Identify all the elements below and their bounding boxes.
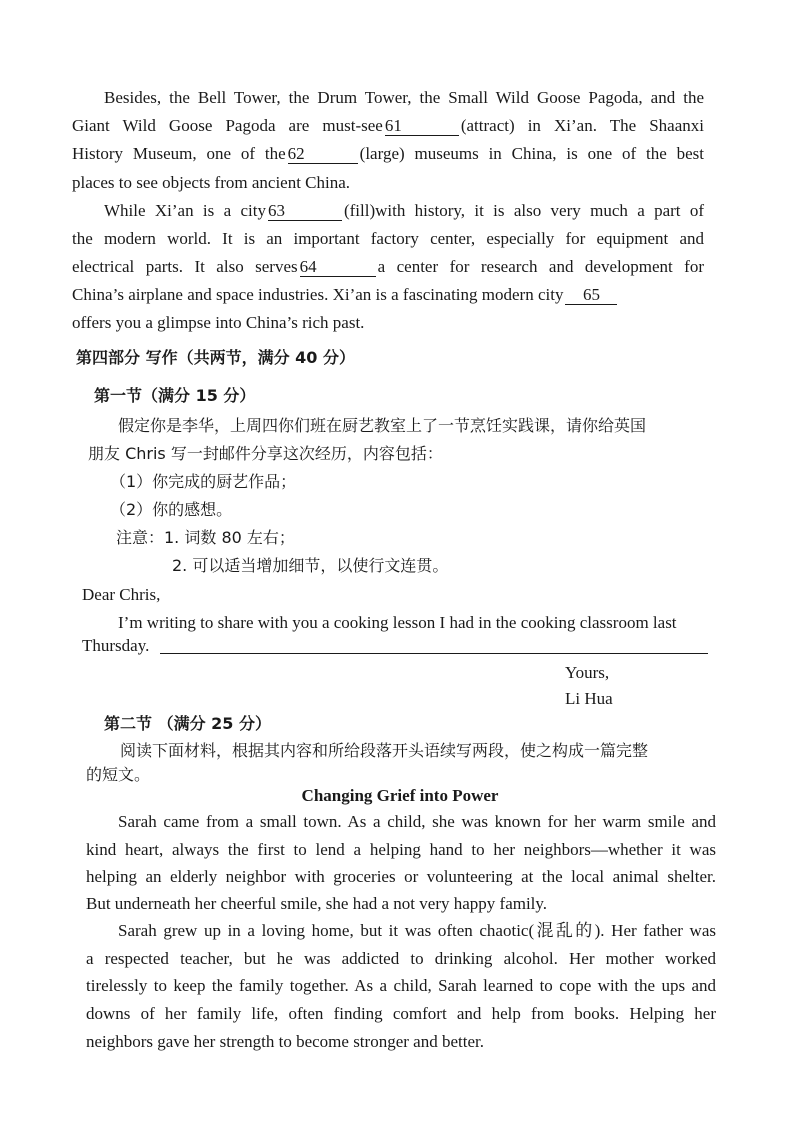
story-p2-line5: neighbors gave her strength to become stronger and better. <box>86 1032 484 1051</box>
letter-closing: Yours, <box>565 663 610 682</box>
letter-signature: Li Hua <box>565 689 613 708</box>
cloze-text: (attract) in Xi’an. The Shaanxi <box>460 116 704 135</box>
story-p2-line2: a respected teacher, but he was addicted to drinking alcohol. Her mother worked <box>86 949 716 968</box>
story-p1-line1: Sarah came from a small town. As a child, she was known for her warm smile and <box>118 812 716 831</box>
story-p1-line3: helping an elderly neighbor with groceries or volunteering at the local animal shelter. <box>86 867 716 886</box>
cloze-p2-line2: the modern world. It is an important factory center, especially for equipment and <box>72 229 704 248</box>
cloze-p2-line4 <box>72 284 704 306</box>
cloze-p2-line1 <box>104 200 704 222</box>
letter-greeting: Dear Chris, <box>82 585 161 604</box>
cloze-p1-line3 <box>72 143 704 165</box>
section2-prompt-line2: 的短文。 <box>86 765 151 784</box>
cloze-text: a center for research and development for <box>377 257 704 276</box>
section1-note2: 2. 可以适当增加细节，以使行文连贯。 <box>172 556 449 575</box>
section1-prompt-line2: 朋友 Chris 写一封邮件分享这次经历，内容包括： <box>88 444 443 463</box>
cloze-p2-line3 <box>72 256 704 278</box>
cloze-text: History Museum, one of the <box>72 144 286 163</box>
cloze-text: Giant Wild Goose Pagoda are must-see <box>72 116 383 135</box>
section1-item2: （2）你的感想。 <box>110 500 233 519</box>
cloze-p1-line2 <box>72 115 704 137</box>
story-p2-line1: Sarah grew up in a loving home, but it was often chaotic(混乱的). Her father was <box>118 921 716 940</box>
blank-61[interactable]: 61 <box>385 117 459 136</box>
section1-heading: 第一节（满分 15 分） <box>94 386 256 405</box>
story-p1-line2: kind heart, always the first to lend a helping hand to her neighbors—whether it was <box>86 840 716 859</box>
blank-65[interactable]: 65 <box>565 286 617 305</box>
letter-line1: I’m writing to share with you a cooking lesson I had in the cooking classroom last <box>118 613 677 632</box>
blank-62[interactable]: 62 <box>288 145 358 164</box>
cloze-text: (fill)with history, it is also very much a part of <box>343 201 705 220</box>
blank-64[interactable]: 64 <box>300 258 376 277</box>
section2-prompt-line1: 阅读下面材料，根据其内容和所给段落开头语续写两段，使之构成一篇完整 <box>120 741 649 760</box>
writing-answer-line[interactable] <box>160 653 708 654</box>
story-p1-line4: But underneath her cheerful smile, she had a not very happy family. <box>86 894 548 913</box>
cloze-p1-line4: places to see objects from ancient China. <box>72 173 351 192</box>
section2-heading: 第二节 （满分 25 分） <box>104 714 271 733</box>
story-title: Changing Grief into Power <box>301 786 499 805</box>
part4-heading: 第四部分 写作（共两节，满分 40 分） <box>76 348 355 367</box>
section1-prompt-line1: 假定你是李华，上周四你们班在厨艺教室上了一节烹饪实践课，请你给英国 <box>118 416 647 435</box>
cloze-p1-line1: Besides, the Bell Tower, the Drum Tower, the Small Wild Goose Pagoda, and the <box>104 88 704 107</box>
cloze-text: While Xi’an is a city <box>104 201 266 220</box>
cloze-p2-line5: offers you a glimpse into China’s rich past. <box>72 313 365 332</box>
section1-note1: 注意：1. 词数 80 左右； <box>116 528 295 547</box>
story-p2-line4: downs of her family life, often finding comfort and help from books. Helping her <box>86 1004 716 1023</box>
cloze-text: electrical parts. It also serves <box>72 257 298 276</box>
cloze-text: (large) museums in China, is one of the best <box>359 144 704 163</box>
cloze-text: China’s airplane and space industries. Xi’an is a fascinating modern city <box>72 285 564 304</box>
letter-line2: Thursday. <box>82 636 150 655</box>
blank-63[interactable]: 63 <box>268 202 342 221</box>
story-p2-line3: tirelessly to keep the family together. As a child, Sarah learned to cope with the ups and <box>86 976 716 995</box>
section1-item1: （1）你完成的厨艺作品； <box>110 472 297 491</box>
